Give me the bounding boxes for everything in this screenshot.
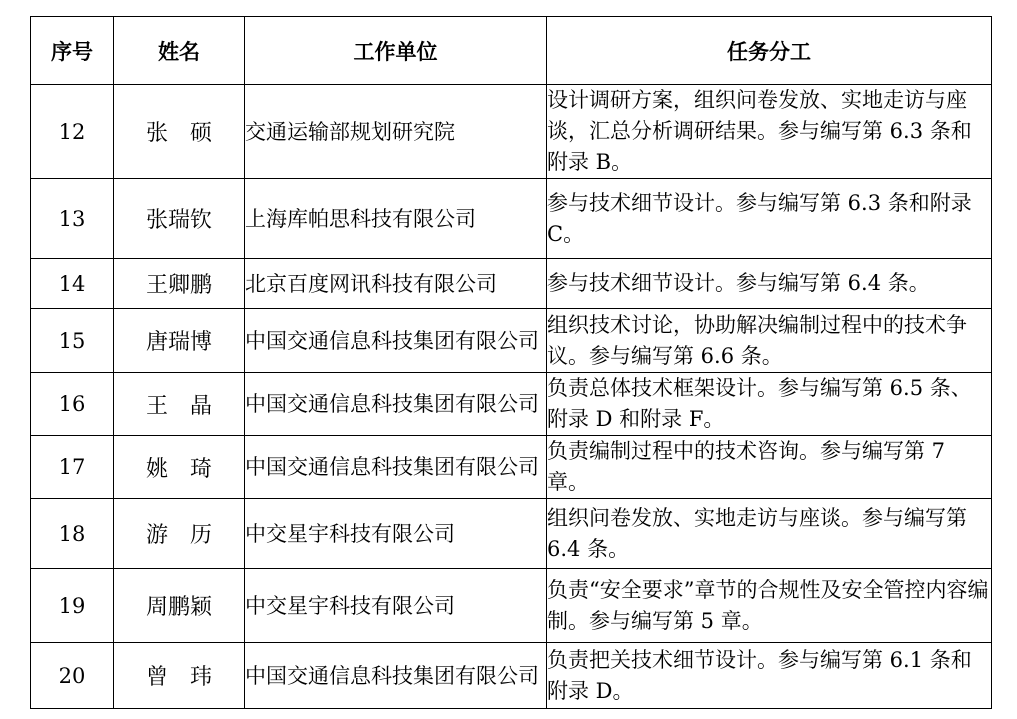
cell-task: 负责“安全要求”章节的合规性及安全管控内容编制。参与编写第 5 章。 xyxy=(547,569,992,643)
cell-name: 张瑞钦 xyxy=(114,179,245,259)
cell-name: 游 历 xyxy=(114,499,245,569)
table-row xyxy=(31,499,992,569)
cell-name: 王卿鹏 xyxy=(114,259,245,309)
cell-unit: 北京百度网讯科技有限公司 xyxy=(245,259,547,309)
cell-name: 唐瑞博 xyxy=(114,309,245,373)
cell-no: 14 xyxy=(31,259,114,309)
table-row xyxy=(31,373,992,436)
table-row xyxy=(31,643,992,709)
cell-unit: 中国交通信息科技集团有限公司 xyxy=(245,309,547,373)
table-header-row xyxy=(31,17,992,85)
personnel-table xyxy=(30,16,992,709)
cell-name: 曾 玮 xyxy=(114,643,245,709)
cell-no: 17 xyxy=(31,436,114,499)
cell-task: 组织问卷发放、实地走访与座谈。参与编写第 6.4 条。 xyxy=(547,499,992,569)
cell-unit: 交通运输部规划研究院 xyxy=(245,85,547,179)
cell-no: 15 xyxy=(31,309,114,373)
cell-no: 16 xyxy=(31,373,114,436)
header-name: 姓名 xyxy=(114,17,245,85)
table-row xyxy=(31,436,992,499)
cell-unit: 中国交通信息科技集团有限公司 xyxy=(245,643,547,709)
cell-task: 设计调研方案，组织问卷发放、实地走访与座谈，汇总分析调研结果。参与编写第 6.3 条和附录 B。 xyxy=(547,85,992,179)
cell-unit: 中国交通信息科技集团有限公司 xyxy=(245,436,547,499)
cell-no: 19 xyxy=(31,569,114,643)
table-row xyxy=(31,85,992,179)
cell-unit: 中交星宇科技有限公司 xyxy=(245,499,547,569)
cell-name: 张 硕 xyxy=(114,85,245,179)
cell-no: 20 xyxy=(31,643,114,709)
cell-name: 王 晶 xyxy=(114,373,245,436)
cell-unit: 上海库帕思科技有限公司 xyxy=(245,179,547,259)
cell-task: 参与技术细节设计。参与编写第 6.4 条。 xyxy=(547,259,992,309)
header-unit: 工作单位 xyxy=(245,17,547,85)
cell-unit: 中国交通信息科技集团有限公司 xyxy=(245,373,547,436)
header-task: 任务分工 xyxy=(547,17,992,85)
cell-task: 负责把关技术细节设计。参与编写第 6.1 条和附录 D。 xyxy=(547,643,992,709)
cell-name: 姚 琦 xyxy=(114,436,245,499)
cell-task: 负责编制过程中的技术咨询。参与编写第 7 章。 xyxy=(547,436,992,499)
table-row xyxy=(31,309,992,373)
cell-unit: 中交星宇科技有限公司 xyxy=(245,569,547,643)
header-no: 序号 xyxy=(31,17,114,85)
cell-name: 周鹏颖 xyxy=(114,569,245,643)
cell-task: 参与技术细节设计。参与编写第 6.3 条和附录 C。 xyxy=(547,179,992,259)
cell-task: 负责总体技术框架设计。参与编写第 6.5 条、附录 D 和附录 F。 xyxy=(547,373,992,436)
cell-no: 13 xyxy=(31,179,114,259)
cell-no: 18 xyxy=(31,499,114,569)
table-row xyxy=(31,179,992,259)
cell-task: 组织技术讨论，协助解决编制过程中的技术争议。参与编写第 6.6 条。 xyxy=(547,309,992,373)
table-row xyxy=(31,259,992,309)
table-row xyxy=(31,569,992,643)
cell-no: 12 xyxy=(31,85,114,179)
